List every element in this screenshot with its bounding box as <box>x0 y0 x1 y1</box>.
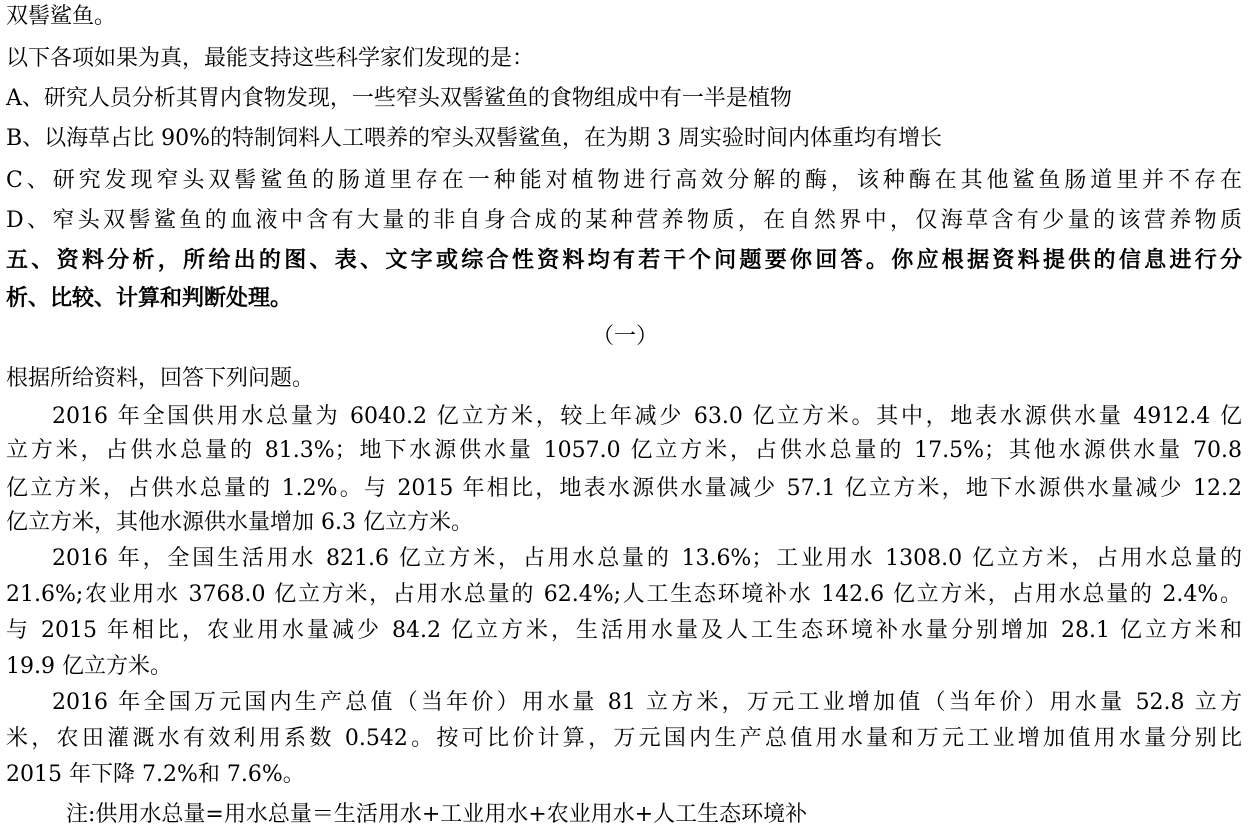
option-d: D、窄头双髻鲨鱼的血液中含有大量的非自身合成的某种营养物质，在自然界中，仅海草含有少量的该营养物质 <box>6 208 1242 233</box>
paragraph-1-line-3: 亿立方米，占供水总量的 1.2%。与 2015 年相比，地表水源供水量减少 57.1 亿立方米，地下水源供水量减少 12.2 <box>6 476 1242 501</box>
option-c: C、研究发现窄头双髻鲨鱼的肠道里存在一种能对植物进行高效分解的酶，该种酶在其他鲨鱼肠道里并不存在 <box>6 168 1242 193</box>
paragraph-1-line-4: 亿立方米，其他水源供水量增加 6.3 亿立方米。 <box>6 510 473 535</box>
subsection-number: （一） <box>591 324 658 349</box>
option-a: A、研究人员分析其胃内食物发现，一些窄头双髻鲨鱼的食物组成中有一半是植物 <box>6 86 792 111</box>
paragraph-1-line-2: 立方米，占供水总量的 81.3%；地下水源供水量 1057.0 亿立方米，占供水总量的 17.5%；其他水源供水量 70.8 <box>6 438 1242 463</box>
note-line: 注:供用水总量=用水总量＝生活用水+工业用水+农业用水+人工生态环境补 <box>66 802 808 827</box>
paragraph-3-line-1: 2016 年全国万元国内生产总值（当年价）用水量 81 立方米，万元工业增加值（当年价）用水量 52.8 立方 <box>52 690 1242 715</box>
paragraph-2-line-1: 2016 年，全国生活用水 821.6 亿立方米，占用水总量的 13.6%；工业用水 1308.0 亿立方米，占用水总量的 <box>52 546 1242 571</box>
paragraph-3-line-2: 米，农田灌溉水有效利用系数 0.542。按可比价计算，万元国内生产总值用水量和万元工业增加值用水量分别比 <box>6 726 1242 751</box>
question-prompt: 以下各项如果为真，最能支持这些科学家们发现的是： <box>6 46 535 71</box>
option-b: B、以海草占比 90%的特制饲料人工喂养的窄头双髻鲨鱼，在为期 3 周实验时间内体重均有增长 <box>6 126 943 151</box>
paragraph-2-line-4: 19.9 亿立方米。 <box>6 654 172 679</box>
paragraph-2-line-3: 与 2015 年相比，农业用水量减少 84.2 亿立方米，生活用水量及人工生态环境补水量分别增加 28.1 亿立方米和 <box>6 618 1242 643</box>
section-heading-line-2: 析、比较、计算和判断处理。 <box>6 286 293 311</box>
paragraph-3-line-3: 2015 年下降 7.2%和 7.6%。 <box>6 762 305 787</box>
paragraph-2-line-2: 21.6%;农业用水 3768.0 亿立方米，占用水总量的 62.4%;人工生态环境补水 142.6 亿立方米，占用水总量的 2.4%。 <box>6 582 1242 607</box>
instruction-text: 根据所给资料，回答下列问题。 <box>6 366 315 391</box>
paragraph-1-line-1: 2016 年全国供用水总量为 6040.2 亿立方米，较上年减少 63.0 亿立方米。其中，地表水源供水量 4912.4 亿 <box>52 404 1242 429</box>
section-heading-line-1: 五、资料分析，所给出的图、表、文字或综合性资料均有若干个问题要你回答。你应根据资料提供的信息进行分 <box>6 248 1242 273</box>
question-stem-end: 双髻鲨鱼。 <box>6 4 117 29</box>
